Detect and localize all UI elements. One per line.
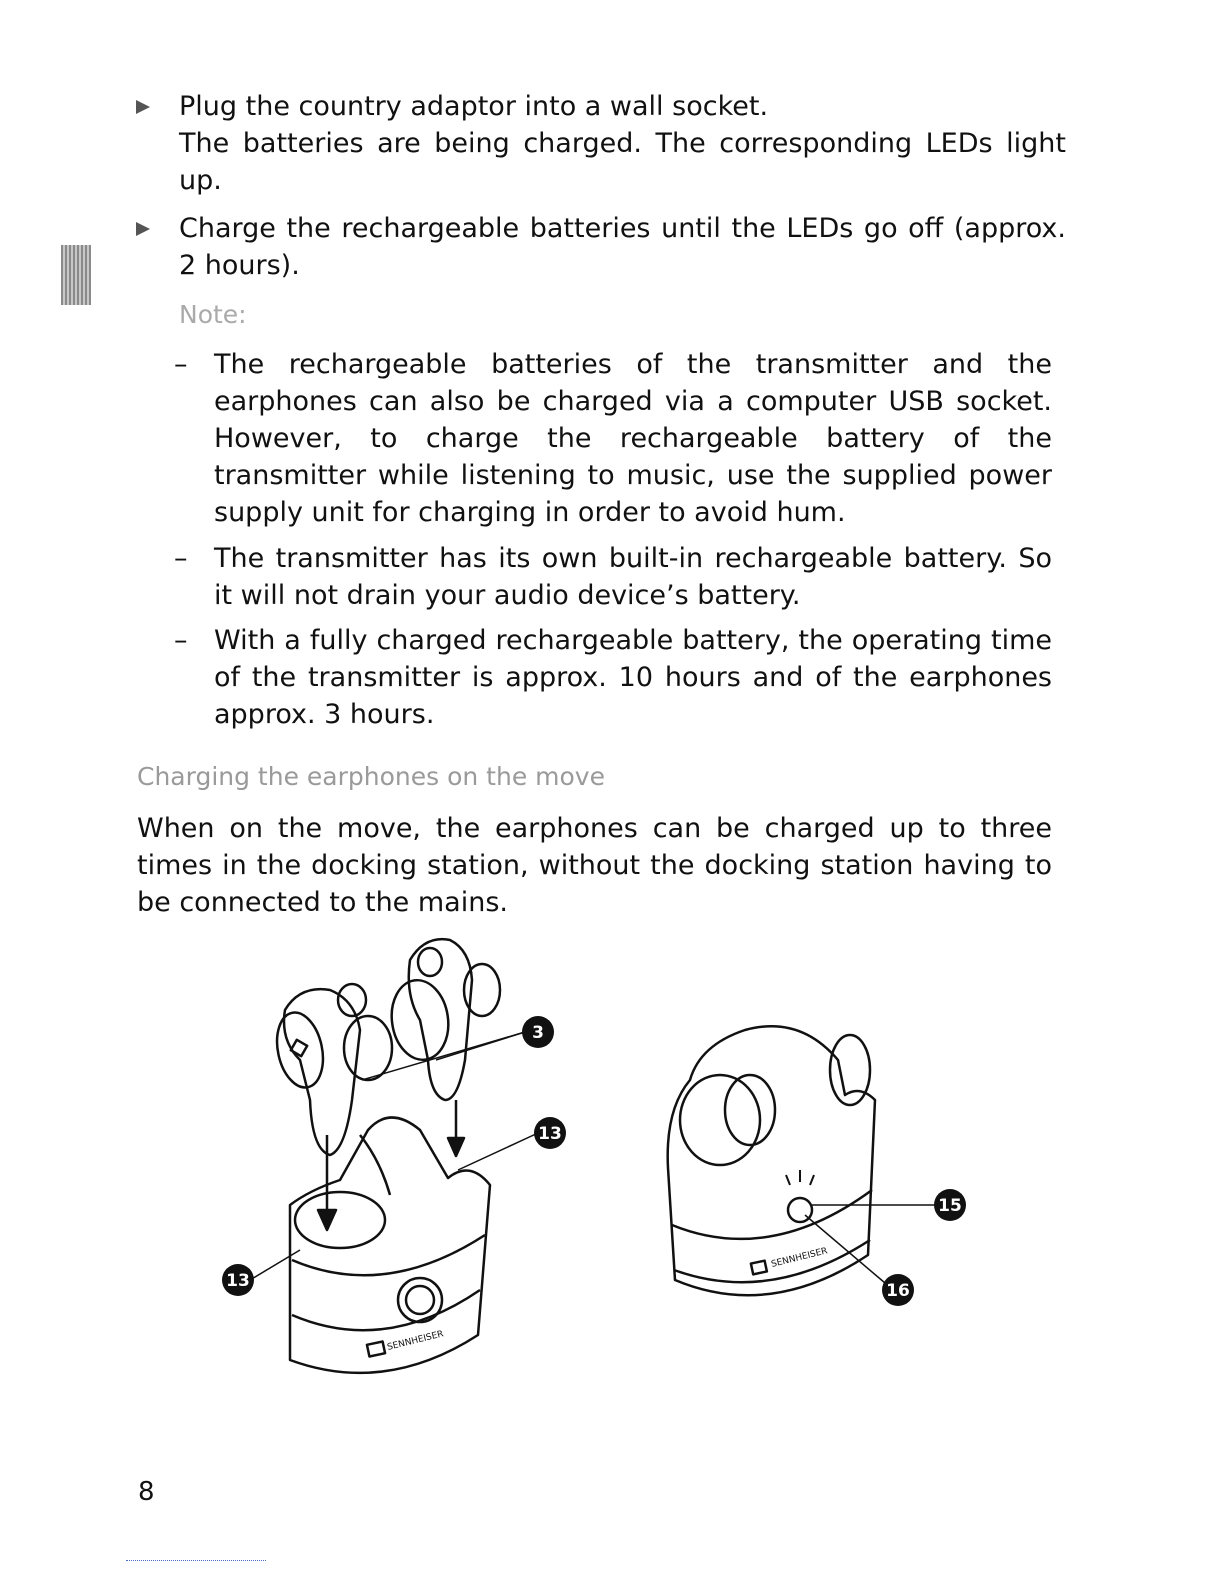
callout-number: 16: [886, 1281, 910, 1301]
callout-number: 13: [538, 1124, 562, 1144]
earphone-left: [271, 984, 392, 1155]
step-text: Charge the rechargeable batteries until the LEDs go off (approx. 2 hours).: [179, 213, 1066, 281]
callout-badge-charging-contacts: [222, 1264, 254, 1296]
section-body-text: When on the move, the earphones can be charged up to three times in the docking station, without the docking station having to be connected to the mains.: [137, 813, 1052, 918]
instruction-step-2: [136, 210, 1066, 284]
callout-number: 13: [226, 1271, 250, 1291]
callout-badge-charging-contacts: [534, 1117, 566, 1149]
step-arrow-icon: [136, 222, 150, 236]
instruction-step-1: [136, 88, 1066, 199]
callout-number: 15: [938, 1196, 962, 1216]
docking-station-illustration: [0, 920, 1225, 1400]
brand-label: SENNHEISER: [770, 1246, 829, 1270]
note-item-text: The rechargeable batteries of the transmitter and the earphones can also be charged via a computer USB socket. However, to charge the rechargeable battery of the transmitter while listening to music, use the supplied power supply unit for charging in order to avoid hum.: [214, 349, 1052, 528]
callout-number: 3: [532, 1023, 544, 1043]
brand-label: SENNHEISER: [386, 1329, 445, 1353]
bullet-dash: –: [174, 543, 188, 574]
step-result-text: The batteries are being charged. The corresponding LEDs light up.: [179, 128, 1066, 196]
step-arrow-icon: [136, 100, 150, 114]
bullet-dash: –: [174, 625, 188, 656]
note-item-1: [170, 346, 1052, 531]
callout-badge-earphones: [522, 1016, 554, 1048]
page-number: 8: [138, 1477, 155, 1507]
note-item-2: [170, 540, 1052, 614]
callout-badge-charge-button: [934, 1189, 966, 1221]
step-text: Plug the country adaptor into a wall socket.: [179, 91, 769, 122]
earphone-right: [387, 939, 500, 1100]
footer-rule: [126, 1560, 266, 1561]
note-item-3: [170, 622, 1052, 733]
section-tab-marker: [61, 245, 91, 305]
docking-station-open: [290, 1118, 490, 1373]
note-item-text: With a fully charged rechargeable battery, the operating time of the transmitter is approx. 10 hours and of the earphones approx. 3 hours.: [214, 625, 1052, 730]
callout-badge-charge-led: [882, 1274, 914, 1306]
bullet-dash: –: [174, 349, 188, 380]
section-heading: Charging the earphones on the move: [137, 762, 605, 791]
note-label: Note:: [179, 300, 247, 329]
docking-station-closed: [668, 1026, 875, 1295]
note-item-text: The transmitter has its own built-in rechargeable battery. So it will not drain your audio device’s battery.: [214, 543, 1052, 611]
